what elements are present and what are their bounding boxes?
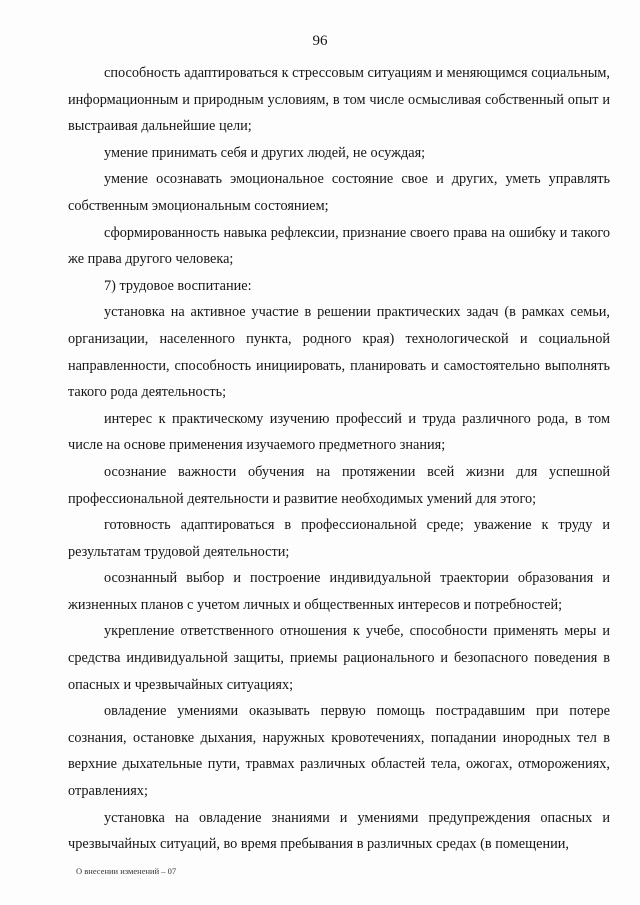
paragraph: умение осознавать эмоциональное состояние свое и других, уметь управлять собственным эмоциональным состоянием; xyxy=(68,171,610,214)
paragraph: установка на активное участие в решении практических задач (в рамках семьи, организации, населенного пункта, родного края) технологической и социальной направленности, способность инициировать, планировать и самостоятельно выполнять такого рода деятельность; xyxy=(68,304,610,401)
paragraph: укрепление ответственного отношения к учебе, способности применять меры и средства индивидуальной защиты, приемы рационального и безопасного поведения в опасных и чрезвычайных ситуациях; xyxy=(68,623,610,693)
document-body xyxy=(68,60,610,858)
paragraph: умение принимать себя и других людей, не осуждая; xyxy=(104,144,426,161)
paragraph: сформированность навыка рефлексии, признание своего права на ошибку и такого же права другого человека; xyxy=(68,224,610,268)
paragraph: готовность адаптироваться в профессиональной среде; уважение к труду и результатам трудовой деятельности; xyxy=(68,517,610,560)
paragraph: осознание важности обучения на протяжении всей жизни для успешной профессиональной деятельности и развитие необходимых умений для этого; xyxy=(68,463,610,507)
paragraph: способность адаптироваться к стрессовым ситуациям и меняющимся социальным, информационным и природным условиям, в том числе осмысливая собственный опыт и выстраивая дальнейшие цели; xyxy=(68,65,610,135)
paragraph: интерес к практическому изучению профессий и труда различного рода, в том числе на основе применения изучаемого предметного знания; xyxy=(68,410,610,454)
paragraph: осознанный выбор и построение индивидуальной траектории образования и жизненных планов с учетом личных и общественных интересов и потребностей; xyxy=(68,570,610,613)
paragraph: установка на овладение знаниями и умениями предупреждения опасных и чрезвычайных ситуаций, во время пребывания в различных средах (в помещении, xyxy=(68,809,610,853)
paragraph: овладение умениями оказывать первую помощь пострадавшим при потере сознания, остановке дыхания, наружных кровотечениях, попадании инородных тел в верхние дыхательные пути, травмах различных областей тела, ожогах, отморожениях, отравлениях; xyxy=(68,703,610,800)
page-number: 96 xyxy=(312,33,328,49)
footer-note: О внесении изменений – 07 xyxy=(76,866,177,876)
section-heading: 7) трудовое воспитание: xyxy=(104,277,252,294)
